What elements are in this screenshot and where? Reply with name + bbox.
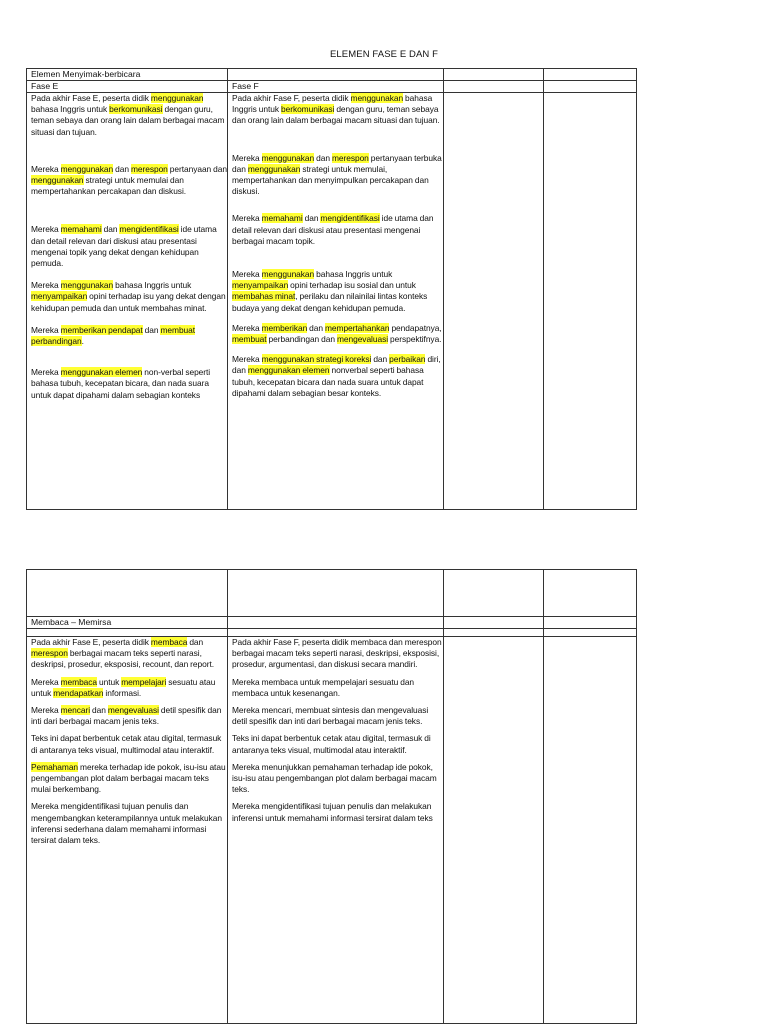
table-row [27, 617, 637, 629]
paragraph: Mereka membaca untuk mempelajari sesuatu dan membaca untuk kesenangan. [232, 676, 415, 698]
highlighted-term: menggunakan [261, 152, 315, 163]
paragraph: Teks ini dapat berbentuk cetak atau digital, termasuk di antaranya teks visual, multimodal atau interaktif. [232, 733, 431, 755]
highlighted-term: menggunakan [150, 93, 204, 103]
paragraph: Mereka menggunakan dan merespon pertanyaan terbuka dan menggunakan strategi untuk memulai, mempertahankan dan menyimpulkan percakapan dan diskusi. [232, 152, 442, 197]
paragraph: Teks ini dapat berbentuk cetak atau digital, termasuk di antaranya teks visual, multimodal atau interaktif. [31, 733, 222, 755]
highlighted-term: menggunakan strategi koreksi [261, 354, 372, 365]
column-header-fase-e: Fase E [27, 81, 228, 93]
paragraph: Mereka menggunakan dan merespon pertanyaan dan menggunakan strategi untuk memulai dan mempertahankan percakapan dan diskusi. [31, 163, 227, 197]
table-row [27, 570, 637, 617]
paragraph: Mereka menggunakan elemen non-verbal seperti bahasa tubuh, kecepatan bicara, dan nada suara untuk dapat dipahami dalam sebagian konteks [31, 367, 211, 400]
highlighted-term: membaca [60, 676, 98, 687]
highlighted-term: merespon [130, 163, 168, 174]
highlighted-term: memahami [261, 213, 303, 224]
highlighted-term: merespon [331, 152, 369, 163]
paragraph: Mereka mencari, membuat sintesis dan mengevaluasi detil spesifik dan inti dari berbagai macam jenis teks. [232, 705, 429, 727]
highlighted-term: perbaikan [389, 354, 426, 365]
paragraph: Pada akhir Fase E, peserta didik membaca dan merespon berbagai macam teks seperti narasi, deskripsi, prosedur, eksposisi, recount, dan report. [31, 637, 215, 670]
table-row [27, 637, 637, 1024]
highlighted-term: menggunakan [60, 280, 114, 291]
fase-f-cell [228, 637, 444, 1024]
paragraph: Mereka memberikan dan mempertahankan pendapatnya, membuat perbandingan dan mengevaluasi perspektifnya. [232, 322, 442, 345]
highlighted-term: berkomunikasi [109, 104, 163, 115]
highlighted-term: menggunakan [60, 163, 114, 174]
highlighted-term: merespon [31, 648, 68, 659]
highlighted-term: membuat perbandingan [31, 324, 196, 347]
table-row [27, 629, 637, 637]
highlighted-term: membuat [232, 334, 267, 345]
table-row [27, 69, 637, 81]
table-row [27, 81, 637, 93]
paragraph: Mereka memberikan pendapat dan membuat perbandingan. [31, 324, 196, 347]
paragraph: Mereka memahami dan mengidentifikasi ide utama dan detail relevan dari diskusi atau presentasi mengenai topik yang dekat dengan kehidupan pemuda. [31, 224, 217, 269]
paragraph: Mereka membaca untuk mempelajari sesuatu atau untuk mendapatkan informasi. [31, 676, 216, 698]
highlighted-term: menggunakan [31, 175, 84, 186]
highlighted-term: menggunakan [350, 93, 404, 103]
paragraph: Mereka menggunakan bahasa Inggris untuk menyampaikan opini terhadap isu yang dekat dengan kehidupan pemuda dan untuk membahas minat. [31, 280, 226, 313]
paragraph: Mereka menggunakan bahasa Inggris untuk menyampaikan opini terhadap isu sosial dan untuk membahas minat, perilaku dan nilainilai lintas konteks budaya yang dekat dengan kehidupan pemuda. [232, 269, 428, 313]
column-header-fase-f: Fase F [228, 81, 444, 93]
fase-f-cell [228, 93, 444, 510]
highlighted-term: mengevaluasi [336, 334, 389, 345]
paragraph: Mereka menggunakan strategi koreksi dan perbaikan diri, dan menggunakan elemen nonverbal seperti bahasa tubuh, kecepatan bicara dan nada suara untuk dapat dipahami dalam sebagian besar konteks. [232, 354, 441, 398]
highlighted-term: mengidentifikasi [320, 213, 380, 224]
highlighted-term: mengevaluasi [107, 705, 159, 716]
highlighted-term: membahas minat [232, 291, 296, 302]
table-membaca-memirsa [26, 569, 637, 1024]
highlighted-term: menggunakan [261, 269, 315, 280]
highlighted-term: Pemahaman [31, 761, 79, 772]
highlighted-term: mengidentifikasi [119, 224, 179, 235]
highlighted-term: membaca [150, 637, 188, 647]
highlighted-term: mencari [60, 705, 91, 716]
paragraph: Pada akhir Fase F, peserta didik membaca dan merespon berbagai macam teks seperti narasi, deskripsi, eksposisi, prosedur, argumentasi, dan diskusi secara mandiri. [232, 637, 442, 670]
highlighted-term: mempertahankan [324, 322, 390, 333]
table-row [27, 93, 637, 510]
paragraph: Pada akhir Fase F, peserta didik menggunakan bahasa Inggris untuk berkomunikasi dengan guru, teman sebaya dan orang lain dalam berbagai macam situasi dan tujuan. [232, 93, 440, 126]
highlighted-term: memberikan [261, 322, 308, 333]
table-menyimak-berbicara [26, 68, 637, 510]
element-heading: Membaca – Memirsa [27, 617, 228, 629]
highlighted-term: berkomunikasi [280, 104, 335, 115]
paragraph: Mereka memahami dan mengidentifikasi ide utama dan detail relevan dari diskusi atau presentasi mengenai berbagai macam topik. [232, 213, 434, 246]
highlighted-term: menggunakan elemen [247, 365, 330, 376]
paragraph: Mereka menunjukkan pemahaman terhadap ide pokok, isu-isu atau pengembangan plot dalam berbagai macam teks. [232, 761, 437, 795]
highlighted-term: memberikan pendapat [60, 324, 143, 335]
document-title: ELEMEN FASE E DAN F [329, 49, 438, 60]
highlighted-term: mempelajari [121, 676, 167, 687]
paragraph: Mereka mengidentifikasi tujuan penulis dan melakukan inferensi untuk memahami informasi tersirat dalam teks [232, 801, 433, 823]
highlighted-term: menyampaikan [232, 280, 289, 291]
paragraph: Pada akhir Fase E, peserta didik menggunakan bahasa Inggris untuk berkomunikasi dengan guru, teman sebaya dan orang lain dalam berbagai macam situasi dan tujuan. [31, 93, 225, 137]
highlighted-term: menggunakan [247, 163, 301, 174]
paragraph: Pemahaman mereka terhadap ide pokok, isu-isu atau pengembangan plot dalam berbagai macam teks mulai berkembang. [31, 761, 226, 795]
highlighted-term: menyampaikan [31, 291, 88, 302]
paragraph: Mereka mengidentifikasi tujuan penulis dan mengembangkan keterampilannya untuk melakukan inferensi sederhana dalam memahami informasi tersirat dalam teks. [31, 801, 222, 846]
highlighted-term: memahami [60, 224, 102, 235]
fase-e-cell [27, 93, 228, 510]
paragraph: Mereka mencari dan mengevaluasi detil spesifik dan inti dari berbagai macam jenis teks. [31, 705, 222, 727]
element-heading: Elemen Menyimak-berbicara [27, 69, 228, 81]
highlighted-term: mendapatkan [53, 687, 104, 698]
fase-e-cell [27, 637, 228, 1024]
highlighted-term: menggunakan elemen [60, 367, 143, 378]
